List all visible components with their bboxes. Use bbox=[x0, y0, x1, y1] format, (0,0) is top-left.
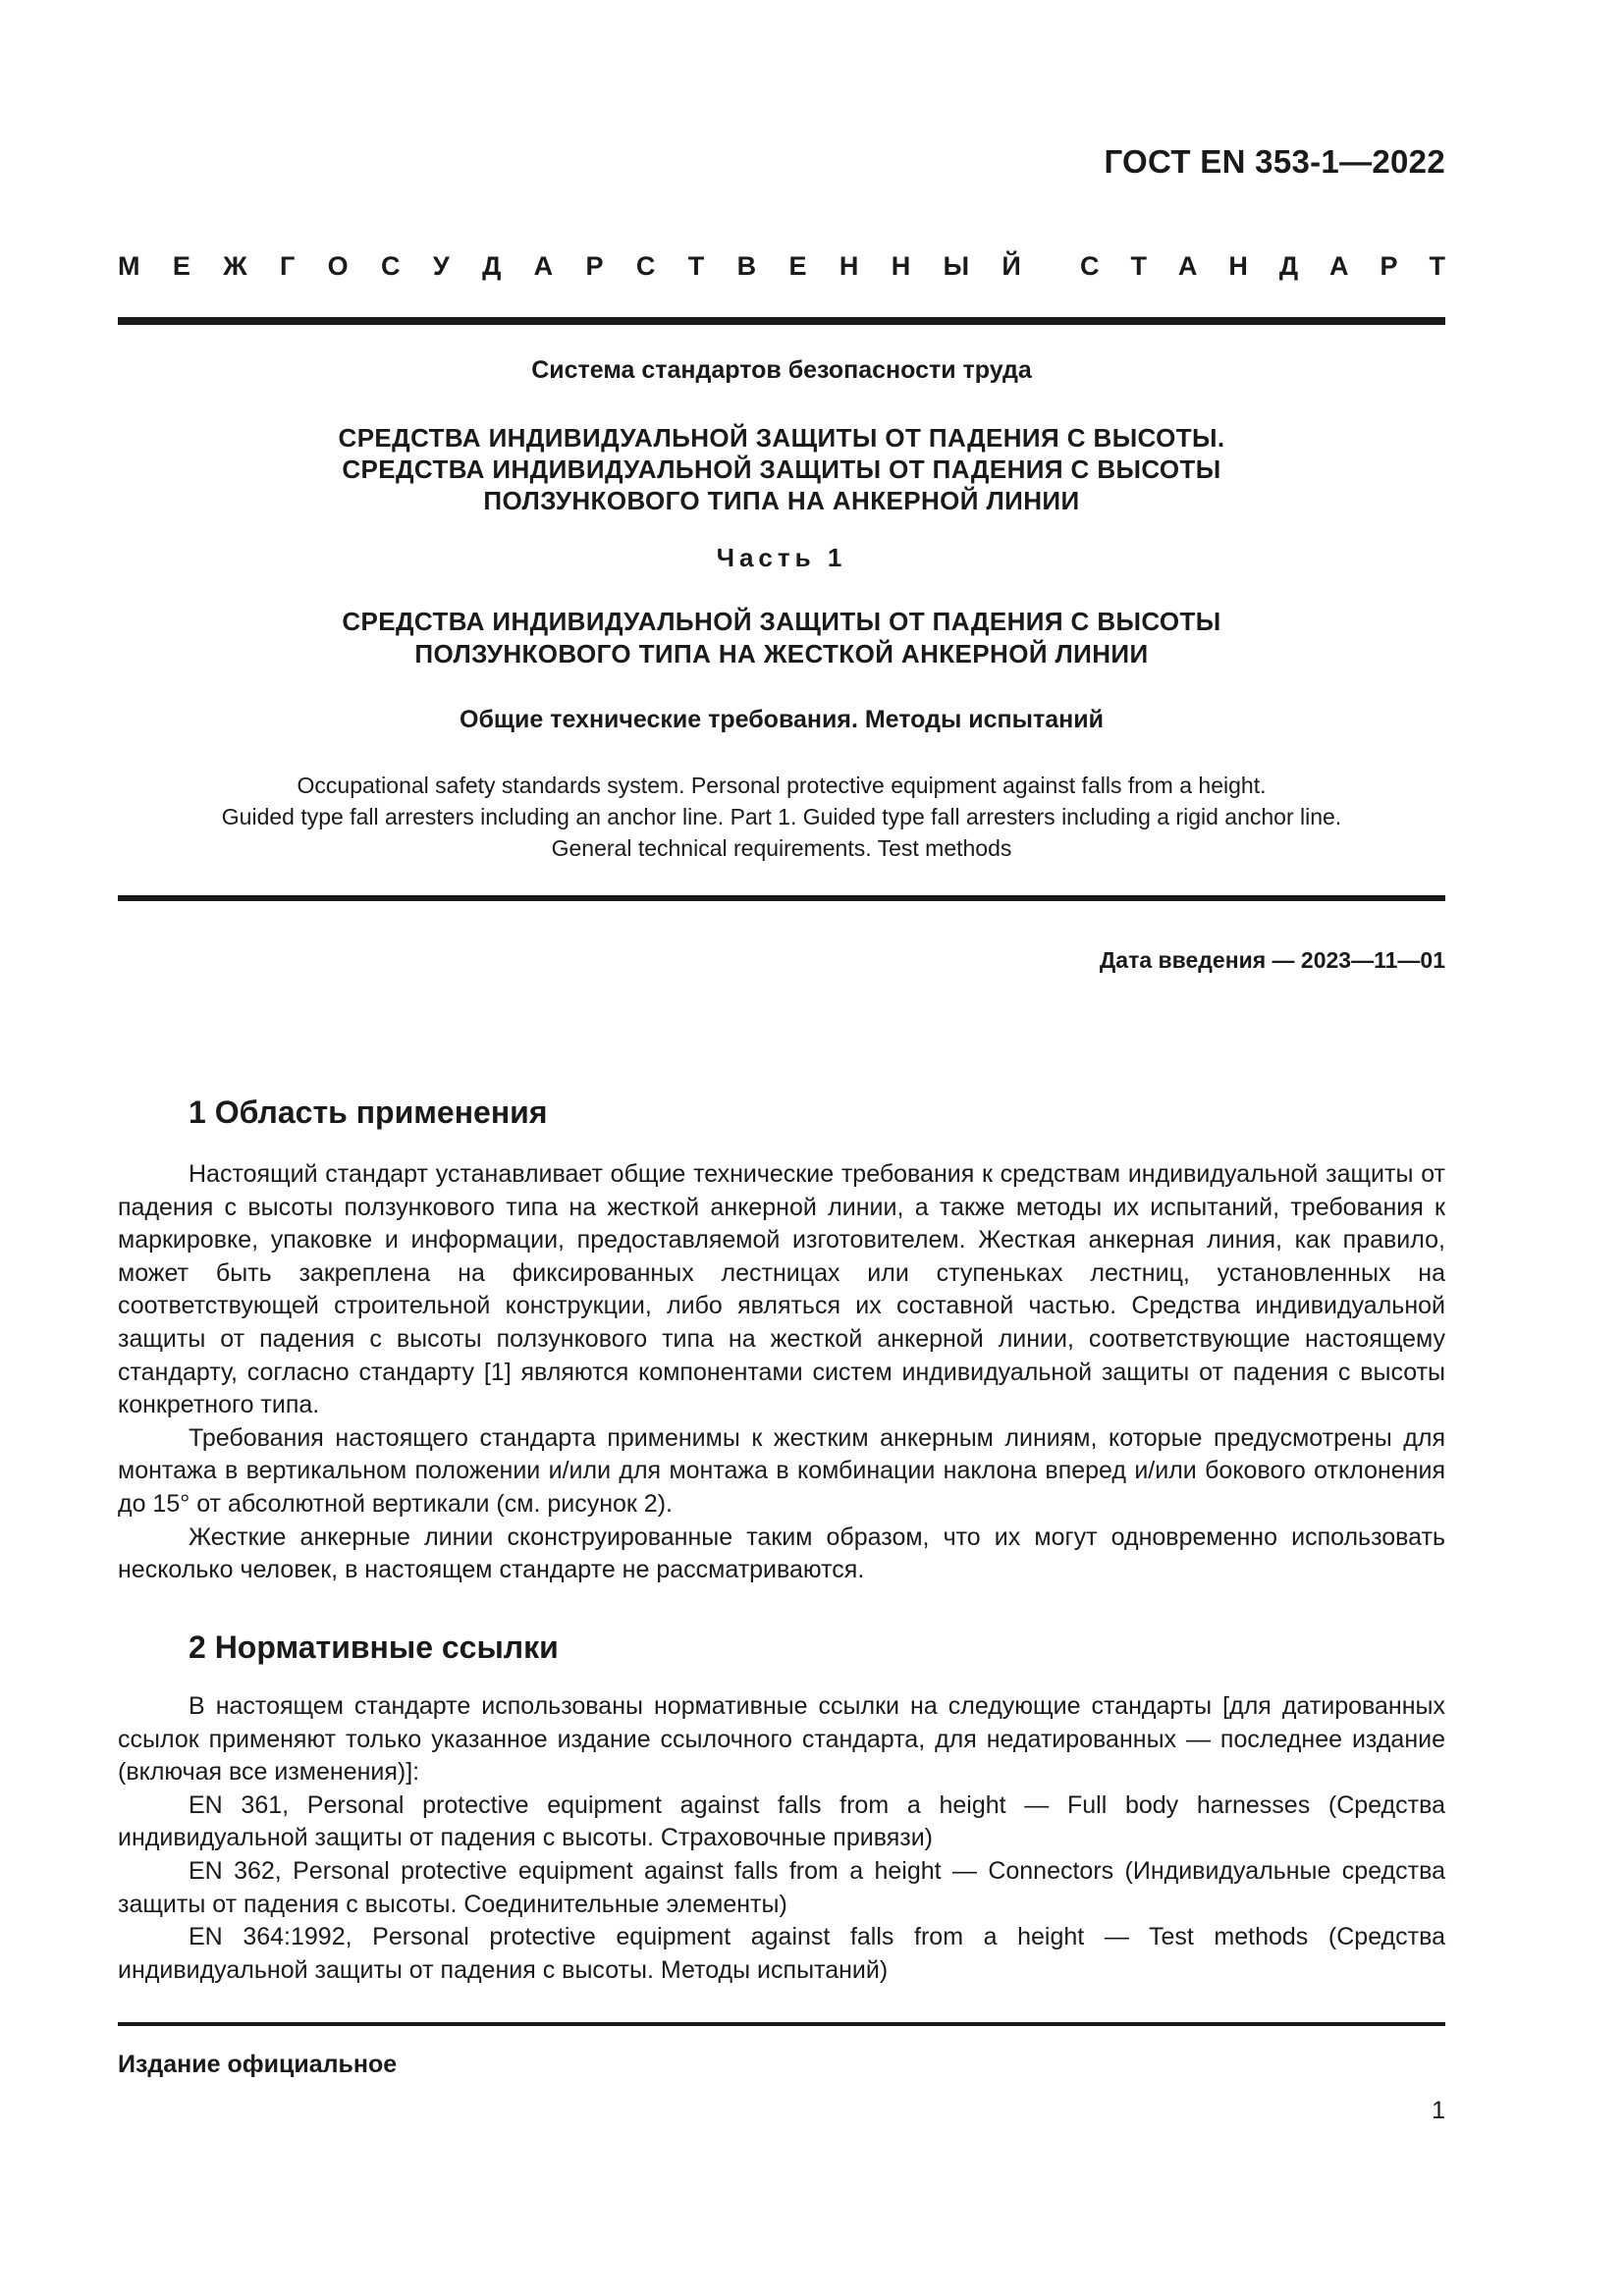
page-number: 1 bbox=[1432, 2097, 1445, 2124]
banner-letter: Г bbox=[280, 251, 296, 281]
banner-letter: Р bbox=[1380, 251, 1398, 281]
banner-letter: Ж bbox=[223, 251, 247, 281]
title-divider bbox=[118, 895, 1445, 901]
banner-letter: Е bbox=[172, 251, 190, 281]
banner-letter: Ы bbox=[943, 251, 970, 281]
banner-word-standard bbox=[1080, 251, 1445, 282]
paragraph: Требования настоящего стандарта применимы к жестким анкерным линиям, которые предусмотрены для монтажа в вертикальном положении и/или для монтажа в комбинации наклона вперед и/или бокового отклонения до 15° от абсолютной вертикали (см. рисунок 2). bbox=[118, 1423, 1445, 1518]
english-title-line: Occupational safety standards system. Personal protective equipment against falls from a height. bbox=[297, 773, 1267, 798]
banner-letter: А bbox=[1177, 251, 1198, 281]
banner-letter: А bbox=[533, 251, 554, 281]
standard-banner bbox=[118, 251, 1445, 282]
paragraph: В настоящем стандарте использованы нормативные ссылки на следующие стандарты [для датированных ссылок применяют только указанное издание ссылочного стандарта, для недатированных — последнее издание (включая все изменения)]: bbox=[118, 1692, 1445, 1787]
main-title-line: ПОЛЗУНКОВОГО ТИПА НА АНКЕРНОЙ ЛИНИИ bbox=[483, 486, 1080, 515]
banner-letter: А bbox=[1329, 251, 1349, 281]
footer-divider bbox=[118, 2022, 1445, 2026]
top-divider bbox=[118, 317, 1445, 325]
reference-item: EN 361, Personal protective equipment against falls from a height — Full body harnesses (Средства индивидуальной защиты от падения с высоты. Страховочные привязи) bbox=[118, 1790, 1445, 1852]
banner-letter: Н bbox=[839, 251, 859, 281]
banner-letter: Й bbox=[1001, 251, 1021, 281]
paragraph: Настоящий стандарт устанавливает общие технические требования к средствам индивидуальной защиты от падения с высоты ползункового типа на жесткой анкерной линии, а также методы их испытаний, требования к маркировке, упаковке и информации, предоставляемой изготовителем. Жесткая анкерная линия, как правило, может быть закреплена на фиксированных лестницах или ступеньках лестниц, установленных на соответствующей строительной конструкции, либо являться их составной частью. Средства индивидуальной защиты от падения с высоты ползункового типа на жесткой анкерной линии, соответствующие настоящему стандарту, согласно стандарту [1] являются компонентами систем индивидуальной защиты от падения с высоты конкретного типа. bbox=[118, 1160, 1445, 1419]
english-title bbox=[118, 770, 1445, 864]
section-heading-references: 2 Нормативные ссылки bbox=[189, 1629, 559, 1665]
system-title: Система стандартов безопасности труда bbox=[531, 356, 1032, 384]
part-title-line: ПОЛЗУНКОВОГО ТИПА НА ЖЕСТКОЙ АНКЕРНОЙ ЛИНИИ bbox=[414, 639, 1149, 668]
requirements-subtitle: Общие технические требования. Методы испытаний bbox=[460, 706, 1104, 733]
banner-letter: В bbox=[736, 251, 757, 281]
banner-letter: Т bbox=[1429, 251, 1445, 281]
section-heading-scope: 1 Область применения bbox=[189, 1095, 548, 1130]
banner-letter: У bbox=[432, 251, 450, 281]
section-body-scope bbox=[118, 1158, 1445, 1587]
banner-letter: С bbox=[635, 251, 656, 281]
banner-letter: Д bbox=[482, 251, 502, 281]
main-title bbox=[118, 422, 1445, 516]
banner-word-interstate bbox=[118, 251, 1021, 282]
paragraph: Жесткие анкерные линии сконструированные таким образом, что их могут одновременно использовать несколько человек, в настоящем стандарте не рассматриваются. bbox=[118, 1522, 1445, 1584]
english-title-line: Guided type fall arresters including an anchor line. Part 1. Guided type fall arresters including a rigid anchor line. bbox=[221, 804, 1342, 829]
banner-letter: С bbox=[1080, 251, 1100, 281]
part-title-line: СРЕДСТВА ИНДИВИДУАЛЬНОЙ ЗАЩИТЫ ОТ ПАДЕНИЯ С ВЫСОТЫ bbox=[342, 607, 1221, 636]
banner-letter: Д bbox=[1278, 251, 1299, 281]
banner-letter: Н bbox=[891, 251, 911, 281]
banner-letter: Н bbox=[1228, 251, 1248, 281]
banner-letter: С bbox=[381, 251, 401, 281]
reference-item: EN 362, Personal protective equipment against falls from a height — Connectors (Индивидуальные средства защиты от падения с высоты. Соединительные элементы) bbox=[118, 1856, 1445, 1918]
banner-letter: Р bbox=[585, 251, 604, 281]
official-edition-label: Издание официальное bbox=[118, 2051, 398, 2078]
banner-letter: О bbox=[327, 251, 349, 281]
introduction-date: Дата введения — 2023—11—01 bbox=[1099, 947, 1445, 973]
banner-letter: Е bbox=[788, 251, 807, 281]
banner-letter: Т bbox=[687, 251, 705, 281]
part-title bbox=[118, 606, 1445, 670]
banner-letter: М bbox=[118, 251, 140, 281]
section-body-references bbox=[118, 1690, 1445, 1987]
banner-letter: Т bbox=[1130, 251, 1147, 281]
doc-number: ГОСТ EN 353-1—2022 bbox=[1104, 143, 1445, 180]
main-title-line: СРЕДСТВА ИНДИВИДУАЛЬНОЙ ЗАЩИТЫ ОТ ПАДЕНИЯ С ВЫСОТЫ bbox=[342, 454, 1221, 484]
document-page bbox=[118, 0, 1445, 2296]
english-title-line: General technical requirements. Test methods bbox=[551, 835, 1012, 861]
main-title-line: СРЕДСТВА ИНДИВИДУАЛЬНОЙ ЗАЩИТЫ ОТ ПАДЕНИЯ С ВЫСОТЫ. bbox=[338, 423, 1225, 453]
part-label: Часть 1 bbox=[716, 543, 847, 572]
reference-item: EN 364:1992, Personal protective equipment against falls from a height — Test methods (Средства индивидуальной защиты от падения с высоты. Методы испытаний) bbox=[118, 1923, 1445, 1984]
